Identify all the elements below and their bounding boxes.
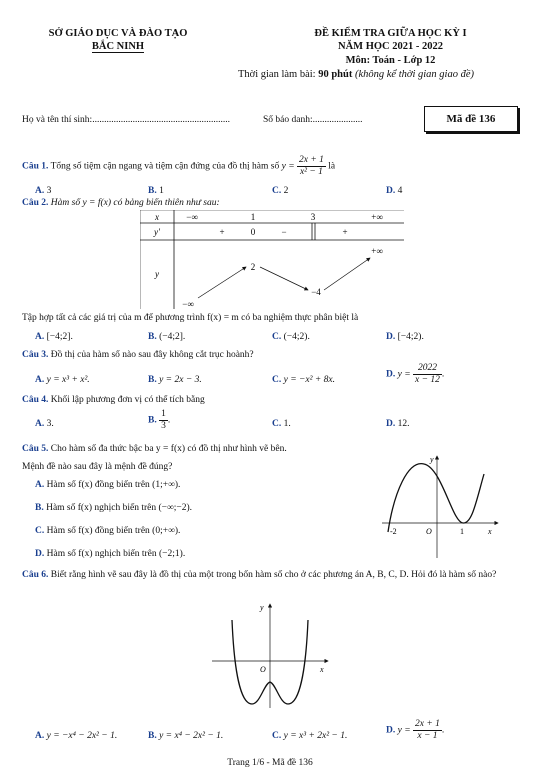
student-id-field: Số báo danh:.....................	[263, 115, 363, 125]
q5-option-d[interactable]	[35, 549, 185, 559]
q6-d-pre: y =	[397, 725, 411, 736]
q1-text: Tổng số tiệm cận ngang và tiệm cận đứng của đồ thị hàm số	[50, 161, 280, 172]
department-name: SỞ GIÁO DỤC VÀ ĐÀO TẠO	[48, 28, 188, 39]
vt-yp-label: y′	[154, 227, 160, 237]
q4-b-den: 3	[161, 421, 166, 431]
q1-y: y =	[281, 161, 295, 172]
opt-letter: B.	[148, 731, 157, 741]
time-note: (không kể thời gian giao đề)	[354, 69, 475, 80]
q6-graph	[208, 598, 333, 710]
vt-sign-0: +	[219, 227, 225, 237]
opt-letter: C.	[272, 332, 282, 342]
opt-text: 12.	[397, 419, 410, 429]
q4-option-c[interactable]	[272, 419, 291, 429]
vt-x-0: −∞	[186, 212, 198, 222]
opt-letter: B.	[148, 375, 157, 385]
vt-x-label: x	[155, 212, 159, 222]
school-year: NĂM HỌC 2021 - 2022	[338, 41, 443, 52]
q3-text: Đồ thị của hàm số nào sau đây không cắt trục hoành?	[50, 350, 254, 360]
q4-text: Khối lập phương đơn vị có thể tích bằng	[50, 395, 205, 405]
q2-question: Tập hợp tất cả các giá trị của m để phương trình f(x) = m có ba nghiệm thực phân biệt là	[22, 313, 359, 323]
q4-option-b[interactable]: B. $\frac{1}{3}$ .	[148, 409, 171, 431]
opt-letter: B.	[148, 332, 157, 342]
vt-y-min: −4	[311, 287, 321, 297]
opt-text: y = x⁴ − 2x² − 1.	[159, 731, 224, 741]
q4-b-fraction	[159, 409, 168, 432]
opt-text: Hàm số f(x) đồng biến trên (1;+∞).	[46, 480, 181, 490]
vt-sign-2: −	[281, 227, 287, 237]
q2-option-d[interactable]	[386, 332, 424, 342]
q6-option-b[interactable]	[148, 731, 223, 741]
q6-option-c[interactable]	[272, 731, 347, 741]
q3-option-a[interactable]	[35, 375, 90, 385]
opt-text: y = x³ + x².	[46, 375, 90, 385]
q6-d-num: 2x + 1	[415, 719, 440, 729]
variation-table	[140, 210, 405, 310]
q5-stem	[22, 444, 287, 454]
province-name	[18, 41, 218, 52]
student-name-field: Họ và tên thí sinh:..........................................................	[22, 115, 230, 125]
opt-letter: A.	[35, 419, 45, 429]
q6-stem	[22, 569, 520, 581]
q5-option-b[interactable]	[35, 503, 192, 513]
vt-y-label: y	[155, 269, 159, 279]
q1-label: Câu 1.	[22, 161, 49, 172]
q1-option-a[interactable]	[35, 186, 51, 196]
opt-letter: C.	[272, 375, 282, 385]
q4-stem	[22, 395, 205, 405]
q1-fraction	[297, 155, 326, 178]
q3-d-den: x − 12	[415, 375, 440, 385]
exam-title: ĐỀ KIỂM TRA GIỮA HỌC KỲ I	[314, 28, 467, 39]
opt-text: y = 2x − 3.	[159, 375, 202, 385]
opt-text: y = −x² + 8x.	[283, 375, 335, 385]
q4-b-num: 1	[161, 409, 166, 419]
vt-y-bottom: −∞	[182, 299, 194, 309]
opt-text: 1.	[283, 419, 291, 429]
q1-stem	[22, 155, 335, 178]
exam-code-box: Mã đề 136	[424, 106, 518, 132]
opt-letter: D.	[386, 369, 396, 380]
q3-option-b[interactable]	[148, 375, 202, 385]
opt-letter: B.	[148, 415, 157, 426]
q5-option-a[interactable]	[35, 480, 180, 490]
q3-d-num: 2022	[413, 363, 442, 375]
q4-label: Câu 4.	[22, 395, 49, 405]
q3-option-d[interactable]	[386, 363, 444, 386]
vt-y-top: +∞	[371, 246, 383, 256]
q5-x-label: x	[488, 527, 492, 536]
q3-stem	[22, 350, 254, 360]
opt-text: [−4;2].	[46, 332, 73, 342]
opt-text: 2	[283, 186, 289, 196]
q6-x-label: x	[320, 665, 324, 674]
opt-text: (−4;2).	[283, 332, 310, 342]
q3-option-c[interactable]	[272, 375, 335, 385]
q2-text: Hàm số y = f(x) có bảng biến thiên như sau:	[50, 198, 220, 208]
time-label: Thời gian làm bài:	[238, 69, 316, 80]
vt-x-2: 3	[310, 212, 316, 222]
q5-curve	[388, 464, 484, 532]
opt-letter: C.	[272, 731, 282, 741]
opt-text: 3	[46, 186, 52, 196]
opt-letter: A.	[35, 480, 45, 490]
q6-d-fraction	[413, 719, 445, 742]
q3-d-pre: y =	[397, 369, 411, 380]
vt-x-1: 1	[250, 212, 256, 222]
opt-letter: A.	[35, 186, 45, 196]
q1-num: 2x + 1	[299, 155, 324, 165]
subject: Môn: Toán - Lớp 12	[345, 55, 436, 66]
q6-d-den: x − 1	[417, 731, 438, 741]
q3-d-fraction	[413, 363, 445, 386]
vt-arrow-up-2	[324, 258, 370, 290]
opt-text: Hàm số f(x) nghịch biến trên (−2;1).	[46, 549, 186, 559]
q6-d-post: .	[441, 725, 445, 736]
q5-one: 1	[460, 527, 464, 536]
opt-letter: D.	[386, 725, 396, 736]
q5-graph	[380, 452, 505, 560]
q6-text: Biết rằng hình vẽ sau đây là đồ thị của một trong bốn hàm số cho ở các phương án A, B, C, D. Hỏi đó là hàm số nào?	[50, 570, 497, 580]
opt-text: y = −x⁴ − 2x² − 1.	[46, 731, 118, 741]
q6-origin: O	[260, 665, 266, 674]
q5-y-label: y	[430, 455, 434, 464]
opt-text: (−4;2].	[159, 332, 186, 342]
q5-neg2: -2	[390, 527, 397, 536]
q5-origin: O	[426, 527, 432, 536]
q5-label: Câu 5.	[22, 444, 49, 454]
time-line	[238, 69, 474, 80]
q1-den: x² − 1	[299, 167, 323, 177]
opt-text: Hàm số f(x) đồng biến trên (0;+∞).	[46, 526, 181, 536]
vt-arrow-down	[260, 267, 308, 290]
opt-letter: D.	[386, 332, 396, 342]
vt-arrow-up	[198, 267, 246, 298]
page-footer: Trang 1/6 - Mã đề 136	[227, 758, 313, 768]
opt-text: 3.	[46, 419, 54, 429]
opt-letter: D.	[386, 186, 396, 196]
q3-d-post: .	[441, 369, 445, 380]
q2-option-c[interactable]	[272, 332, 310, 342]
q2-label: Câu 2.	[22, 198, 49, 208]
q1-option-b[interactable]	[148, 186, 164, 196]
vt-x-3: +∞	[371, 212, 383, 222]
q4-option-a[interactable]	[35, 419, 54, 429]
opt-letter: D.	[35, 549, 45, 559]
opt-letter: B.	[35, 503, 44, 513]
opt-text: y = x³ + 2x² − 1.	[283, 731, 348, 741]
q2-option-b[interactable]	[148, 332, 185, 342]
opt-letter: A.	[35, 332, 45, 342]
opt-text: 1	[159, 186, 164, 196]
opt-text: [−4;2).	[397, 332, 424, 342]
q5-text: Cho hàm số đa thức bậc ba y = f(x) có đồ thị như hình vẽ bên.	[50, 444, 287, 454]
q5-sub: Mệnh đề nào sau đây là mệnh đề đúng?	[22, 462, 173, 472]
opt-letter: C.	[272, 186, 282, 196]
opt-letter: B.	[148, 186, 157, 196]
opt-letter: D.	[386, 419, 396, 429]
vt-sign-3: +	[342, 227, 348, 237]
q3-label: Câu 3.	[22, 350, 49, 360]
time-value: 90 phút	[318, 69, 353, 80]
q1-option-c[interactable]	[272, 186, 288, 196]
opt-letter: A.	[35, 375, 45, 385]
opt-letter: A.	[35, 731, 45, 741]
q6-y-label: y	[260, 603, 264, 612]
vt-y-max: 2	[250, 262, 256, 272]
q2-option-a[interactable]	[35, 332, 73, 342]
q1-option-d[interactable]	[386, 186, 402, 196]
q6-option-a[interactable]	[35, 731, 117, 741]
q4-option-d[interactable]	[386, 419, 410, 429]
opt-letter: C.	[35, 526, 45, 536]
q6-label: Câu 6.	[22, 570, 49, 580]
opt-text: 4	[397, 186, 403, 196]
province-label: BẮC NINH	[91, 41, 145, 52]
q1-tail: là	[328, 161, 336, 172]
q2-stem	[22, 198, 220, 208]
opt-letter: C.	[272, 419, 282, 429]
q5-option-c[interactable]	[35, 526, 180, 536]
vt-sign-1: 0	[250, 227, 256, 237]
opt-text: Hàm số f(x) nghịch biến trên (−∞;−2).	[46, 503, 193, 513]
q6-option-d[interactable]	[386, 719, 444, 742]
